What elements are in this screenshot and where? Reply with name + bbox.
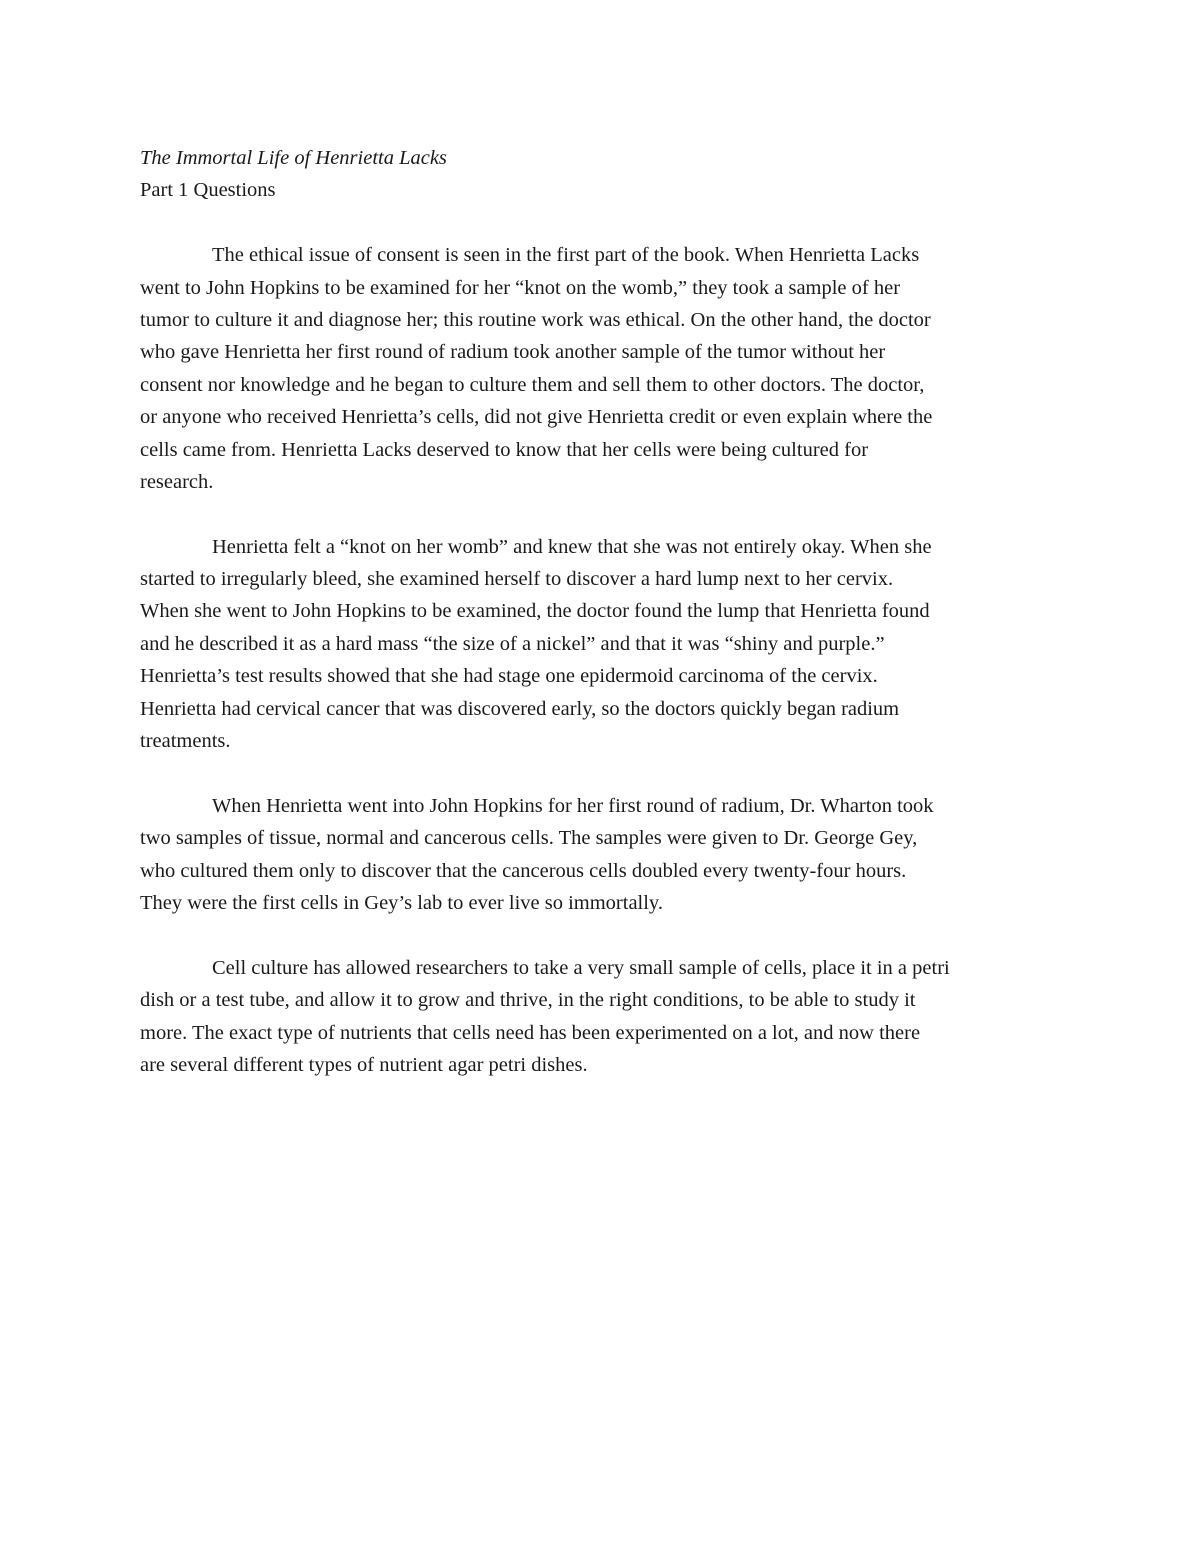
paragraph (140, 531, 1070, 758)
paragraph-line: The ethical issue of consent is seen in the first part of the book. When Henrietta Lacks (212, 244, 920, 267)
paragraph-line: more. The exact type of nutrients that cells need has been experimented on a lot, and now there (140, 1021, 921, 1044)
paragraph-line: who gave Henrietta her first round of radium took another sample of the tumor without her (140, 341, 886, 364)
paragraph-line: consent nor knowledge and he began to culture them and sell them to other doctors. The doctor, (140, 373, 925, 396)
paragraph-line: who cultured them only to discover that the cancerous cells doubled every twenty-four hours. (140, 859, 907, 882)
paragraph-line: or anyone who received Henrietta’s cells, did not give Henrietta credit or even explain where the (140, 406, 933, 429)
paragraph-line: treatments. (140, 730, 231, 753)
spacer (140, 757, 1070, 789)
paragraph-line: tumor to culture it and diagnose her; this routine work was ethical. On the other hand, the doctor (140, 308, 931, 331)
paragraph-line: When she went to John Hopkins to be examined, the doctor found the lump that Henrietta found (140, 600, 930, 623)
paragraph-line: are several different types of nutrient agar petri dishes. (140, 1053, 588, 1076)
paragraph-line: Cell culture has allowed researchers to take a very small sample of cells, place it in a petri (212, 956, 950, 979)
document-body (140, 239, 1070, 1081)
document-title: The Immortal Life of Henrietta Lacks (140, 147, 447, 169)
paragraph-line: Henrietta had cervical cancer that was discovered early, so the doctors quickly began radium (140, 697, 900, 720)
spacer (140, 207, 1070, 239)
paragraph-line: started to irregularly bleed, she examined herself to discover a hard lump next to her cervix. (140, 568, 894, 591)
paragraph-line: They were the first cells in Gey’s lab to ever live so immortally. (140, 891, 663, 914)
paragraph-line: Henrietta’s test results showed that she had stage one epidermoid carcinoma of the cervix. (140, 665, 878, 688)
paragraph (140, 239, 1070, 498)
paragraph-line: cells came from. Henrietta Lacks deserved to know that her cells were being cultured for (140, 438, 869, 461)
paragraph (140, 952, 1070, 1082)
paragraph (140, 790, 1070, 920)
paragraph-line: Henrietta felt a “knot on her womb” and knew that she was not entirely okay. When she (212, 535, 932, 558)
spacer (140, 919, 1070, 951)
paragraph-line: two samples of tissue, normal and cancerous cells. The samples were given to Dr. George Gey, (140, 827, 918, 850)
paragraph-line: and he described it as a hard mass “the size of a nickel” and that it was “shiny and purple.” (140, 632, 885, 655)
document-page (140, 142, 1070, 1081)
document-subtitle: Part 1 Questions (140, 179, 276, 202)
paragraph-line: research. (140, 470, 214, 493)
paragraph-line: When Henrietta went into John Hopkins for her first round of radium, Dr. Wharton took (212, 794, 934, 817)
spacer (140, 498, 1070, 530)
paragraph-line: went to John Hopkins to be examined for her “knot on the womb,” they took a sample of her (140, 276, 901, 299)
paragraph-line: dish or a test tube, and allow it to grow and thrive, in the right conditions, to be able to study it (140, 989, 916, 1012)
